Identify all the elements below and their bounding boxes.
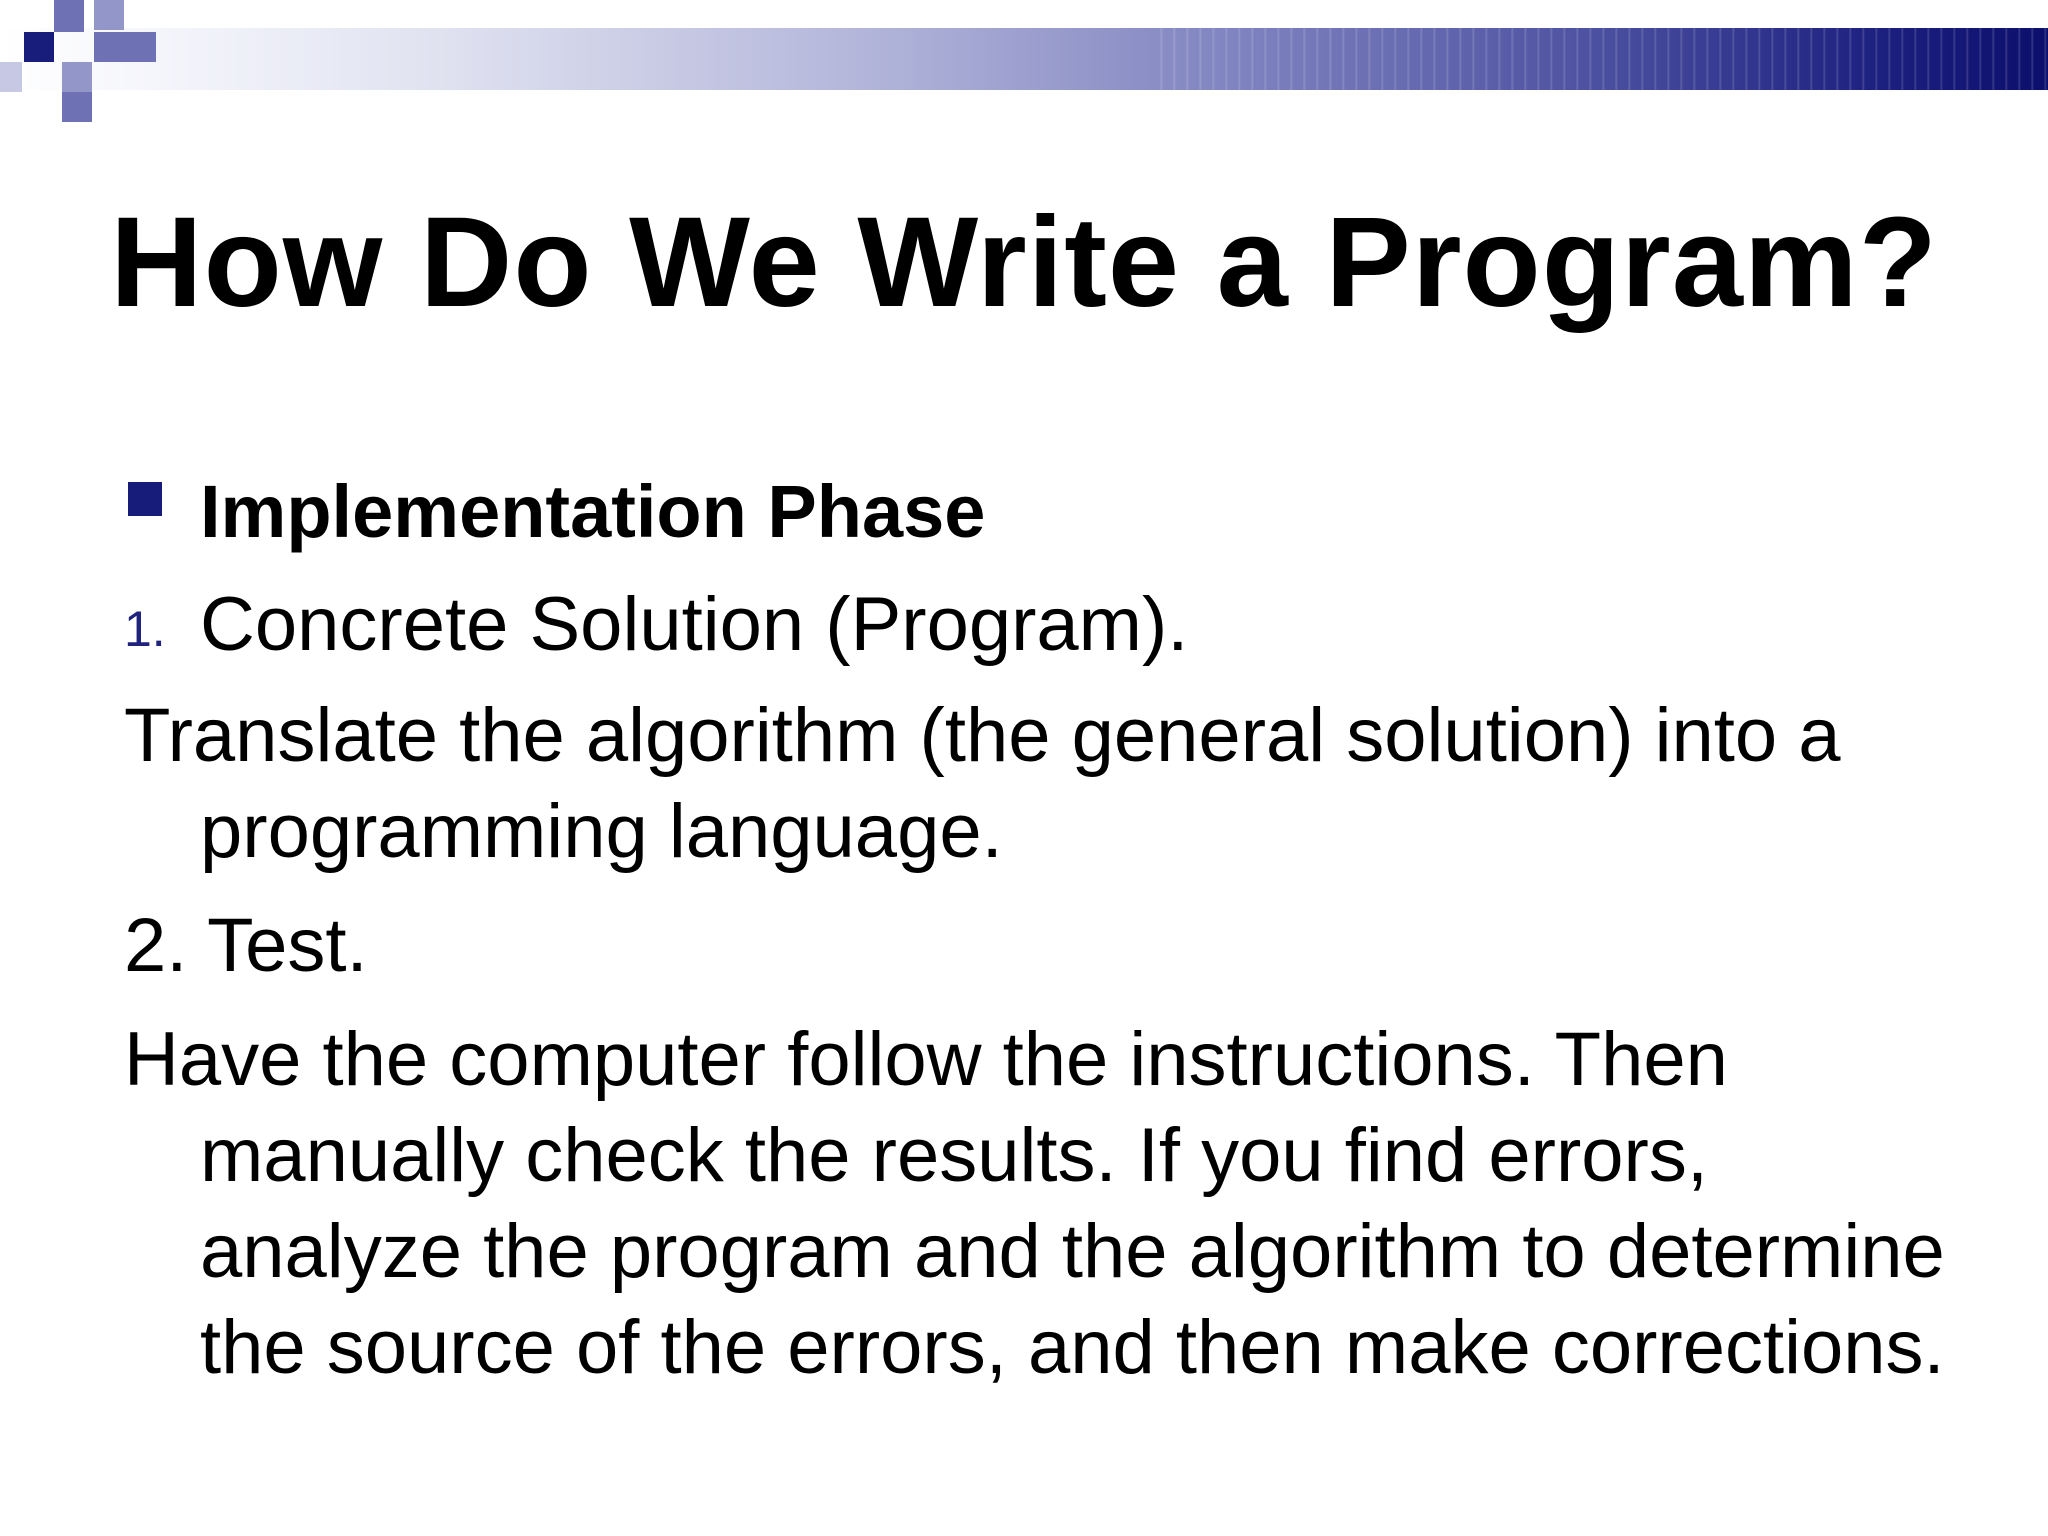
number-marker: 1. <box>124 601 166 657</box>
decor-square <box>0 62 22 92</box>
header-band-lines <box>1150 28 2048 90</box>
square-bullet-icon <box>128 482 162 516</box>
bullet-item <box>124 458 1984 566</box>
slide-body <box>124 458 1984 1396</box>
decor-square <box>54 0 84 32</box>
slide-title: How Do We Write a Program? <box>110 191 1938 334</box>
item1-detail: Translate the algorithm (the general solution) into a programming language. <box>124 693 1841 874</box>
decor-square <box>62 92 92 122</box>
item2-detail: Have the computer follow the instructions. Then manually check the results. If you find errors, analyze the program and the algorithm to determine the source of the errors, and then make corrections. <box>124 1017 1945 1390</box>
decor-square <box>62 62 92 92</box>
corner-squares-decoration <box>0 0 170 130</box>
decor-square <box>94 0 124 30</box>
decor-square <box>24 32 54 62</box>
item1-text: Concrete Solution (Program). <box>200 582 1189 667</box>
item2-heading: 2. Test. <box>124 903 368 988</box>
decor-square <box>94 32 156 62</box>
bullet-heading: Implementation Phase <box>200 470 986 553</box>
numbered-item-1 <box>124 566 1984 684</box>
